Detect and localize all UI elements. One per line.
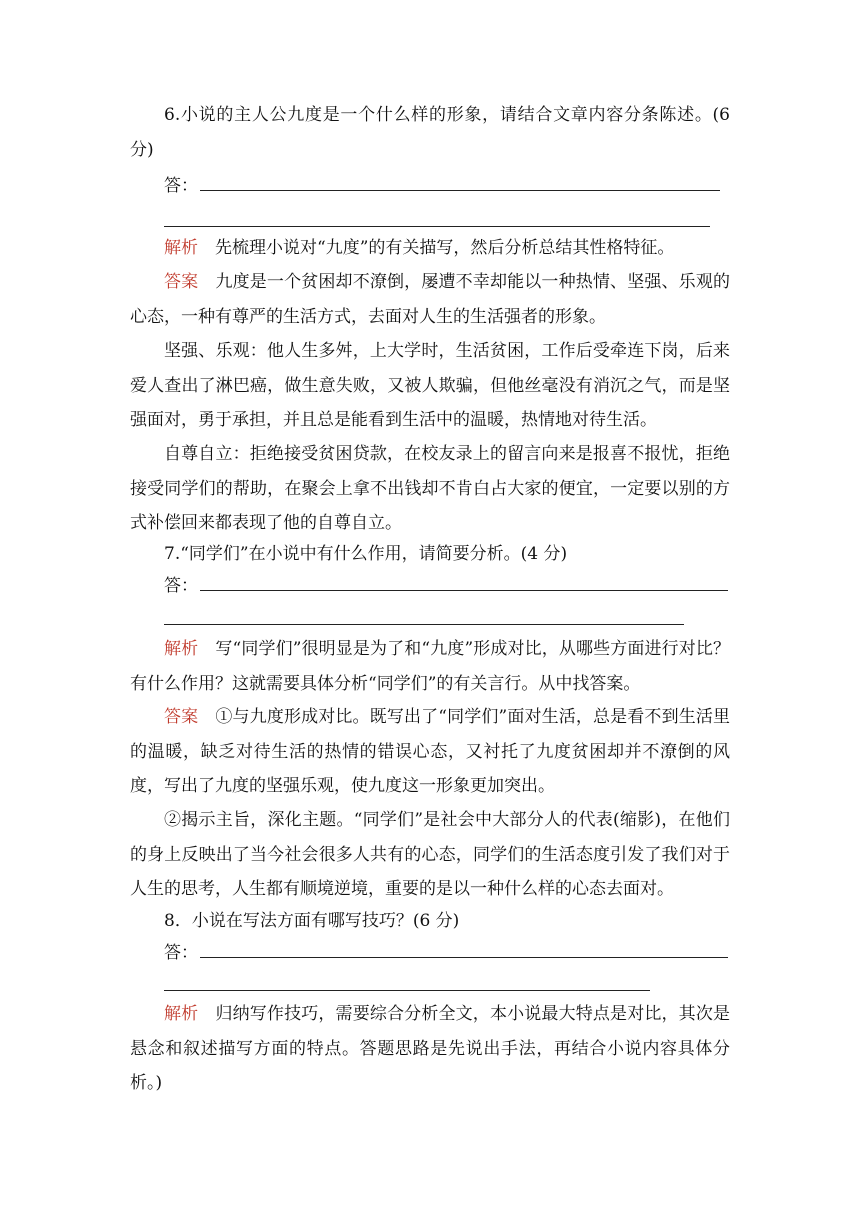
question-8: 8．小说在写法方面有哪写技巧？(6 分) [164, 911, 460, 931]
answer-7-p1 [130, 700, 730, 804]
answer-label-6: 答： [164, 176, 198, 196]
analysis-text: 写“同学们”很明显是为了和“九度”形成对比，从哪些方面进行对比？有什么作用？这就需要具体分析“同学们”的有关言行。从中找答案。 [130, 639, 730, 694]
answer-6-p3: 自尊自立：拒绝接受贫困贷款，在校友录上的留言向来是报喜不报忧，拒绝接受同学们的帮助，在聚会上拿不出钱却不肯白占大家的便宜，一定要以别的方式补偿回来都表现了他的自尊自立。 [130, 444, 730, 533]
answer-tag: 答案 [164, 707, 199, 727]
analysis-text: 归纳写作技巧，需要综合分析全文，本小说最大特点是对比，其次是悬念和叙述描写方面的特点。答题思路是先说出手法，再结合小说内容具体分析。) [130, 1004, 730, 1093]
question-7: 7.“同学们”在小说中有什么作用，请简要分析。(4 分) [164, 544, 568, 564]
answer-7-p2: ②揭示主旨，深化主题。“同学们”是社会中大部分人的代表(缩影)，在他们的身上反映出了当今社会很多人共有的心态，同学们的生活态度引发了我们对于人生的思考，人生都有顺境逆境，重要的是以一种什么样的心态去面对。 [130, 810, 730, 899]
answer-label-7: 答： [164, 576, 198, 596]
analysis-tag: 解析 [164, 238, 198, 258]
answer-6-p2: 坚强、乐观：他人生多舛，上大学时，生活贫困，工作后受牵连下岗，后来爱人查出了淋巴癌，做生意失败，又被人欺骗，但他丝毫没有消沉之气，而是坚强面对，勇于承担，并且总是能看到生活中的温暖，热情地对待生活。 [130, 341, 730, 430]
question-6: 6.小说的主人公九度是一个什么样的形象，请结合文章内容分条陈述。(6分) [130, 105, 730, 160]
analysis-8 [130, 997, 730, 1101]
answer-text: ①与九度形成对比。既写出了“同学们”面对生活，总是看不到生活里的温暖，缺乏对待生活的热情的错误心态，又衬托了九度贫困却并不潦倒的风度，写出了九度的坚强乐观，使九度这一形象更加突出。 [130, 707, 730, 796]
analysis-tag: 解析 [164, 639, 199, 659]
answer-line-8b[interactable] [164, 990, 650, 991]
answer-tag: 答案 [164, 272, 199, 292]
answer-line-6b[interactable] [164, 226, 710, 227]
analysis-text: 先梳理小说对“九度”的有关描写，然后分析总结其性格特征。 [215, 238, 675, 258]
answer-text: 九度是一个贫困却不潦倒，屡遭不幸却能以一种热情、坚强、乐观的心态，一种有尊严的生活方式，去面对人生的生活强者的形象。 [130, 272, 730, 327]
analysis-6 [130, 231, 730, 266]
answer-label-8: 答： [164, 943, 198, 963]
answer-line-7b[interactable] [164, 624, 684, 625]
answer-line-7a[interactable] [200, 590, 728, 591]
answer-line-8a[interactable] [200, 957, 728, 958]
answer-line-6a[interactable] [200, 190, 720, 191]
analysis-7 [130, 632, 730, 701]
analysis-tag: 解析 [164, 1004, 199, 1024]
answer-6-p1 [130, 265, 730, 334]
